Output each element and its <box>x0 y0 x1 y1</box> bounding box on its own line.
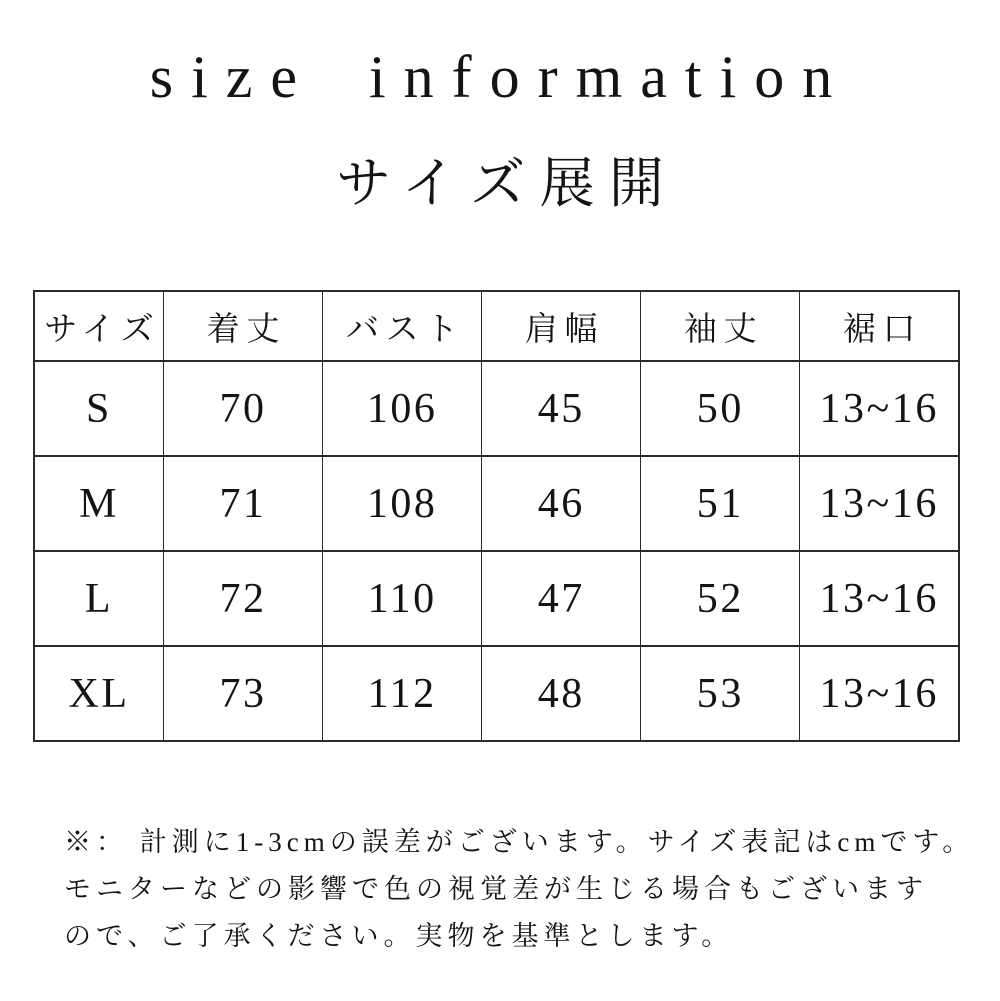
size-table-header-row <box>34 291 959 361</box>
cell-value: 73 <box>164 646 323 741</box>
cell-value: 13~16 <box>800 551 959 646</box>
column-header-sleeve: 袖丈 <box>641 291 800 361</box>
column-header-shoulder: 肩幅 <box>482 291 641 361</box>
table-row-m <box>34 456 959 551</box>
cell-value: 13~16 <box>800 646 959 741</box>
cell-size-label: L <box>34 551 164 646</box>
cell-value: 71 <box>164 456 323 551</box>
cell-value: 48 <box>482 646 641 741</box>
cell-value: 72 <box>164 551 323 646</box>
cell-value: 45 <box>482 361 641 456</box>
cell-value: 110 <box>323 551 482 646</box>
note-line-1: ※： 計測に1-3cmの誤差がございます。サイズ表記はcmです。 <box>64 827 975 857</box>
cell-value: 108 <box>323 456 482 551</box>
cell-value: 52 <box>641 551 800 646</box>
size-table <box>33 290 960 742</box>
table-row-s <box>34 361 959 456</box>
measurement-notes <box>64 819 975 960</box>
table-row-l <box>34 551 959 646</box>
table-row-xl <box>34 646 959 741</box>
cell-value: 112 <box>323 646 482 741</box>
cell-value: 13~16 <box>800 456 959 551</box>
note-line-3: ので、ご了承ください。実物を基準とします。 <box>64 921 734 951</box>
cell-value: 51 <box>641 456 800 551</box>
cell-size-label: S <box>34 361 164 456</box>
cell-value: 46 <box>482 456 641 551</box>
page-title: size information <box>149 44 851 110</box>
page-subtitle: サイズ展開 <box>336 153 679 214</box>
cell-size-label: M <box>34 456 164 551</box>
column-header-size: サイズ <box>34 291 164 361</box>
note-line-2: モニターなどの影響で色の視覚差が生じる場合もございます <box>64 874 928 904</box>
cell-value: 50 <box>641 361 800 456</box>
column-header-bust: バスト <box>323 291 482 361</box>
cell-size-label: XL <box>34 646 164 741</box>
cell-value: 106 <box>323 361 482 456</box>
cell-value: 70 <box>164 361 323 456</box>
cell-value: 53 <box>641 646 800 741</box>
column-header-hem: 裾口 <box>800 291 959 361</box>
cell-value: 47 <box>482 551 641 646</box>
cell-value: 13~16 <box>800 361 959 456</box>
column-header-length: 着丈 <box>164 291 323 361</box>
